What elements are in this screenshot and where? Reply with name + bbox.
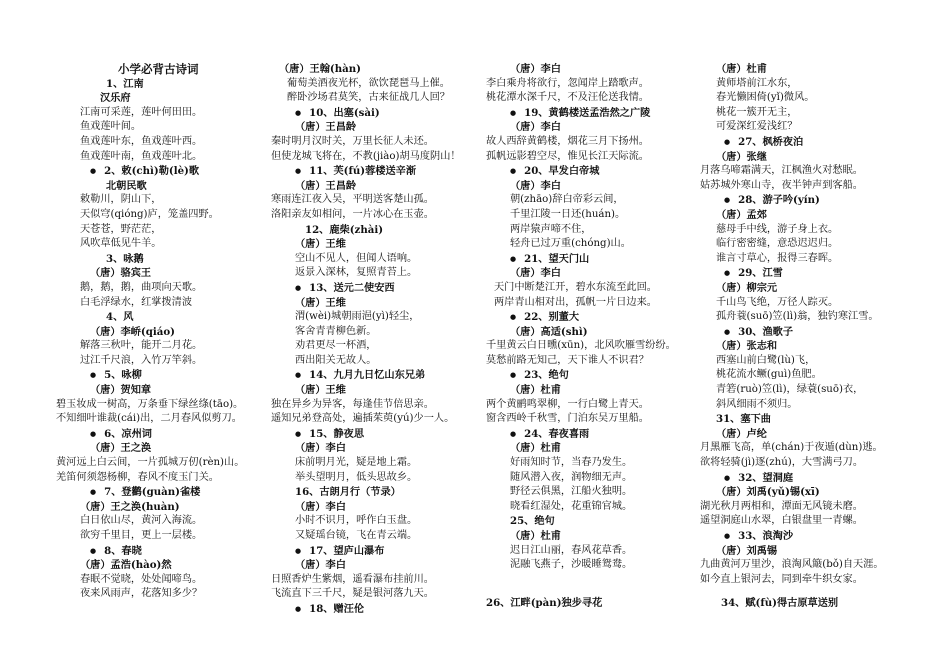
poem-line: 白日依山尽，黄河入海流。: [80, 515, 203, 527]
poem-line: 渭(wèi)城朝雨浥(yì)轻尘，: [295, 311, 420, 323]
poem-heading: （唐）李白: [510, 179, 561, 192]
poem-line: 泥融飞燕子，沙暖睡鸳鸯。: [510, 559, 633, 571]
poem-line: 举头望明月，低头思故乡。: [295, 471, 418, 483]
poem-heading: ● 15、静夜思: [271, 427, 501, 442]
poem-heading: ● 24、春夜喜雨: [486, 427, 716, 442]
poem-heading: ● 19、黄鹤楼送孟浩然之广陵: [486, 106, 716, 121]
poem-line: 好雨知时节，当春乃发生。: [510, 457, 633, 469]
poem-heading: 3、咏鹅: [106, 252, 144, 265]
poem-heading: ● 13、送元二使安西: [271, 281, 501, 296]
poem-line: 可爱深红爱浅红？: [716, 121, 798, 133]
poem-line: 西塞山前白鹭(lù)飞，: [716, 354, 816, 366]
poem-line: 孤帆远影碧空尽，惟见长江天际流。: [486, 150, 649, 162]
poem-heading: 1、江南: [106, 77, 144, 90]
poem-line: 独在异乡为异客，每逢佳节倍思亲。: [271, 398, 434, 410]
poem-heading: ● 6、凉州词: [56, 427, 286, 442]
poem-line: 鱼戏莲叶南，鱼戏莲叶北。: [80, 150, 203, 162]
poem-line: 天门中断楚江开，碧水东流至此回。: [494, 281, 657, 293]
poem-heading: （唐）王维: [295, 238, 346, 251]
poem-line: 慈母手中线，游子身上衣。: [716, 223, 839, 235]
poem-line: 李白乘舟将欲行，忽闻岸上踏歌声。: [486, 77, 649, 89]
poem-line: 千山鸟飞绝，万径人踪灭。: [716, 296, 839, 308]
poem-line: 莫愁前路无知己，天下谁人不识君？: [486, 354, 649, 366]
poem-heading: （唐）李白: [510, 63, 561, 75]
poem-line: 秦时明月汉时关，万里长征人未还。: [271, 135, 434, 147]
poem-heading: （唐）李白: [510, 267, 561, 280]
poem-heading: （唐）高适(shì): [510, 325, 588, 338]
poem-heading: （唐）柳宗元: [716, 281, 778, 294]
poem-heading: 25、绝句: [510, 515, 555, 528]
poem-heading: 4、风: [106, 311, 134, 324]
poem-heading: （唐）孟郊: [716, 208, 767, 221]
poem-line: 醉卧沙场君莫笑，古来征战几人回？: [287, 92, 450, 104]
poem-heading: （唐）王昌龄: [295, 121, 357, 134]
poem-line: 风吹草低见牛羊。: [80, 238, 162, 250]
poem-line: 如今直上银河去，同到牵牛织女家。: [700, 573, 863, 585]
poem-line: 又疑瑶台镜，飞在青云端。: [295, 530, 418, 541]
poem-line: 月黑雁飞高，单(chán)于夜遁(dùn)逃。: [700, 442, 883, 454]
poem-heading: （唐）杜甫: [510, 530, 561, 542]
column-4: [700, 62, 930, 587]
poem-line: 解落三秋叶，能开二月花。: [80, 340, 203, 352]
poem-heading: 汉乐府: [100, 92, 131, 105]
poem-line: 春眠不觉晓，处处闻啼鸟。: [80, 573, 203, 585]
poem-heading: ● 2、敕(chì)勒(lè)歌: [56, 164, 286, 179]
poem-heading: （唐）王之涣: [90, 442, 152, 455]
poem-line: 飞流直下三千尺，疑是银河落九天。: [271, 588, 434, 600]
poem-heading: （唐）刘禹锡: [716, 544, 778, 557]
poem-line: 故人西辞黄鹤楼，烟花三月下扬州。: [486, 135, 649, 147]
poem-heading: （唐）李峤(qiáo): [90, 325, 175, 338]
poem-line: 羌笛何须怨杨柳，春风不度玉门关。: [56, 471, 219, 483]
poem-heading: （唐）张志和: [716, 340, 778, 353]
poem-heading: （唐）李白: [295, 442, 346, 455]
poem-line: 过江千尺浪，入竹万竿斜。: [80, 354, 203, 366]
poem-line: 姑苏城外寒山寺，夜半钟声到客船。: [700, 179, 863, 191]
poem-line: 空山不见人，但闻人语响。: [295, 252, 418, 264]
poem-heading: （唐）杜甫: [510, 384, 561, 397]
poem-line: 鹅，鹅，鹅，曲项向天歌。: [80, 281, 203, 293]
poem-line: 鱼戏莲叶间。: [80, 121, 142, 133]
poem-line: 遥知兄弟登高处，遍插茱萸(yú)少一人。: [271, 413, 455, 425]
column-1: [56, 62, 286, 602]
poem-line: 野径云俱黑，江船火独明。: [510, 486, 633, 498]
poem-heading: 16、古朗月行（节录）: [295, 486, 401, 499]
poem-heading: ● 20、早发白帝城: [486, 164, 716, 179]
poem-line: 但使龙城飞将在，不教(jiào)胡马度阴山！: [271, 150, 461, 162]
poem-line: 葡萄美酒夜光杯，欲饮琵琶马上催。: [287, 77, 450, 89]
poem-heading: （唐）王维: [295, 384, 346, 397]
poem-heading: （唐）杜甫: [510, 442, 561, 455]
poem-heading: ● 23、绝句: [486, 368, 716, 383]
poem-line: 湖光秋月两相和，潭面无风镜未磨。: [700, 500, 863, 512]
poem-line: 返景入深林，复照青苔上。: [295, 267, 418, 279]
poem-line: 轻舟已过万重(chóng)山。: [510, 238, 631, 250]
poem-line: 千里江陵一日还(huán)。: [510, 208, 626, 220]
poem-heading: ● 18、赠汪伦: [271, 602, 501, 617]
poem-heading: ● 29、江雪: [700, 266, 930, 281]
poem-heading: ● 14、九月九日忆山东兄弟: [271, 368, 501, 383]
poem-heading: ● 8、春晓: [56, 544, 286, 559]
poem-heading: （唐）王昌龄: [295, 179, 357, 192]
poem-line: 西出阳关无故人。: [295, 354, 377, 366]
poem-heading: ● 10、出塞(sài): [271, 106, 501, 121]
poem-line: 江南可采莲，莲叶何田田。: [80, 106, 203, 118]
poem-line: 迟日江山丽，春风花草香。: [510, 544, 633, 556]
poem-line: 寒雨连江夜入吴，平明送客楚山孤。: [271, 194, 434, 206]
column-2: [271, 62, 501, 617]
poem-line: 桃花潭水深千尺，不及汪伦送我情。: [486, 92, 649, 104]
poem-line: 两个黄鹂鸣翠柳，一行白鹭上青天。: [486, 398, 649, 410]
poem-line: 桃花流水鳜(guì)鱼肥。: [716, 369, 822, 381]
poem-line: 黄河远上白云间，一片孤城万仞(rèn)山。: [56, 457, 245, 469]
poem-line: 黄师塔前江水东，: [716, 77, 798, 89]
poem-heading: ● 21、望天门山: [486, 252, 716, 267]
poem-heading: （唐）王维: [295, 296, 346, 309]
poem-line: 斜风细雨不须归。: [716, 398, 798, 410]
poem-heading: （唐）卢纶: [716, 427, 767, 440]
poem-heading: ● 30、渔歌子: [700, 325, 930, 340]
poem-line: 欲将轻骑(jì)逐(zhú)，大雪满弓刀。: [700, 457, 864, 469]
poem-heading: ● 22、别董大: [486, 310, 716, 325]
poem-line: 孤舟蓑(suō)笠(lì)翁，独钓寒江雪。: [716, 311, 879, 323]
poem-heading: 北朝民歌: [106, 179, 147, 192]
poem-line: 客舍青青柳色新。: [295, 325, 377, 337]
document-title: 小学必背古诗词: [118, 62, 199, 76]
poem-heading: ● 28、游子吟(yín): [700, 193, 930, 208]
poem-heading: （唐）王翰(hàn): [279, 63, 361, 75]
poem-line: 欲穷千里目，更上一层楼。: [80, 530, 203, 541]
poem-line: 日照香炉生紫烟，遥看瀑布挂前川。: [271, 573, 434, 585]
poem-line: 床前明月光，疑是地上霜。: [295, 457, 418, 469]
poem-line: 两岸猿声啼不住，: [510, 223, 592, 235]
poem-heading-fude-guyuancao: 34、赋(fù)得古原草送别: [721, 597, 839, 609]
poem-heading: ● 7、登鹳(guàn)雀楼: [56, 485, 286, 500]
poem-line: 桃花一簇开无主，: [716, 106, 798, 118]
poem-line: 遥望洞庭山水翠，白银盘里一青螺。: [700, 515, 863, 527]
poem-heading: （唐）张继: [716, 150, 767, 163]
poem-heading: ● 27、枫桥夜泊: [700, 135, 930, 150]
poem-line: 朝(zhāo)辞白帝彩云间，: [510, 194, 624, 206]
poem-heading: 12、鹿柴(zhài): [305, 223, 384, 236]
poem-line: 夜来风雨声，花落知多少？: [80, 588, 203, 600]
poem-heading: ● 32、望洞庭: [700, 471, 930, 486]
column-3: [486, 62, 716, 573]
poem-line: 碧玉妆成一树高，万条垂下绿丝绦(tāo)。: [56, 398, 244, 410]
poem-heading: （唐）骆宾王: [90, 267, 152, 280]
poem-heading: （唐）贺知章: [90, 384, 152, 397]
poem-line: 两岸青山相对出，孤帆一片日边来。: [494, 296, 657, 308]
poem-line: 谁言寸草心，报得三春晖。: [716, 252, 839, 264]
poem-heading: ● 11、芙(fú)蓉楼送辛渐: [271, 164, 501, 179]
poem-line: 小时不识月，呼作白玉盘。: [295, 515, 418, 527]
poem-heading: （唐）李白: [510, 121, 561, 134]
poem-heading: ● 33、浪淘沙: [700, 529, 930, 544]
poem-line: 天似穹(qióng)庐，笼盖四野。: [80, 208, 219, 220]
poem-line: 敕勒川，阴山下，: [80, 194, 162, 206]
poem-heading: （唐）王之涣(huàn): [80, 500, 180, 513]
poem-line: 千里黄云白日曛(xūn)，北风吹雁雪纷纷。: [486, 340, 676, 352]
poem-heading: 31、塞下曲: [716, 413, 771, 426]
poem-heading: （唐）刘禹(yǔ)锡(xī): [716, 486, 820, 499]
poem-line: 劝君更尽一杯酒，: [295, 340, 377, 352]
poem-line: 临行密密缝，意恐迟迟归。: [716, 238, 839, 250]
poem-line: 不知细叶谁裁(cái)出，二月春风似剪刀。: [56, 413, 242, 425]
poem-line: 月落乌啼霜满天，江枫渔火对愁眠。: [700, 165, 863, 177]
poem-line: 九曲黄河万里沙，浪淘风簸(bǒ)自天涯。: [700, 559, 884, 571]
poem-line: 窗含西岭千秋雪，门泊东吴万里船。: [486, 413, 649, 425]
poem-line: 青箬(ruò)笠(lì)，绿蓑(suō)衣，: [716, 384, 864, 396]
poem-heading: ● 17、望庐山瀑布: [271, 544, 501, 559]
poem-line: 鱼戏莲叶东，鱼戏莲叶西。: [80, 135, 203, 147]
poem-heading: ● 5、咏柳: [56, 368, 286, 383]
poem-line: 天苍苍，野茫茫，: [80, 223, 162, 235]
poem-heading: （唐）杜甫: [716, 63, 767, 75]
poem-heading-jiangpan: 26、江畔(pàn)独步寻花: [486, 597, 603, 609]
poem-heading: （唐）李白: [295, 559, 346, 572]
poem-line: 春光懒困倚(yǐ)微风。: [716, 92, 815, 104]
poem-line: 洛阳亲友如相问，一片冰心在玉壶。: [271, 208, 434, 220]
poem-heading: （唐）孟浩(hào)然: [80, 559, 172, 572]
poem-line: 晓看红湿处，花重锦官城。: [510, 500, 633, 512]
poem-line: 白毛浮绿水，红掌拨清波: [80, 296, 193, 308]
poem-heading: （唐）李白: [295, 500, 346, 513]
poem-line: 随风潜入夜，润物细无声。: [510, 471, 633, 483]
